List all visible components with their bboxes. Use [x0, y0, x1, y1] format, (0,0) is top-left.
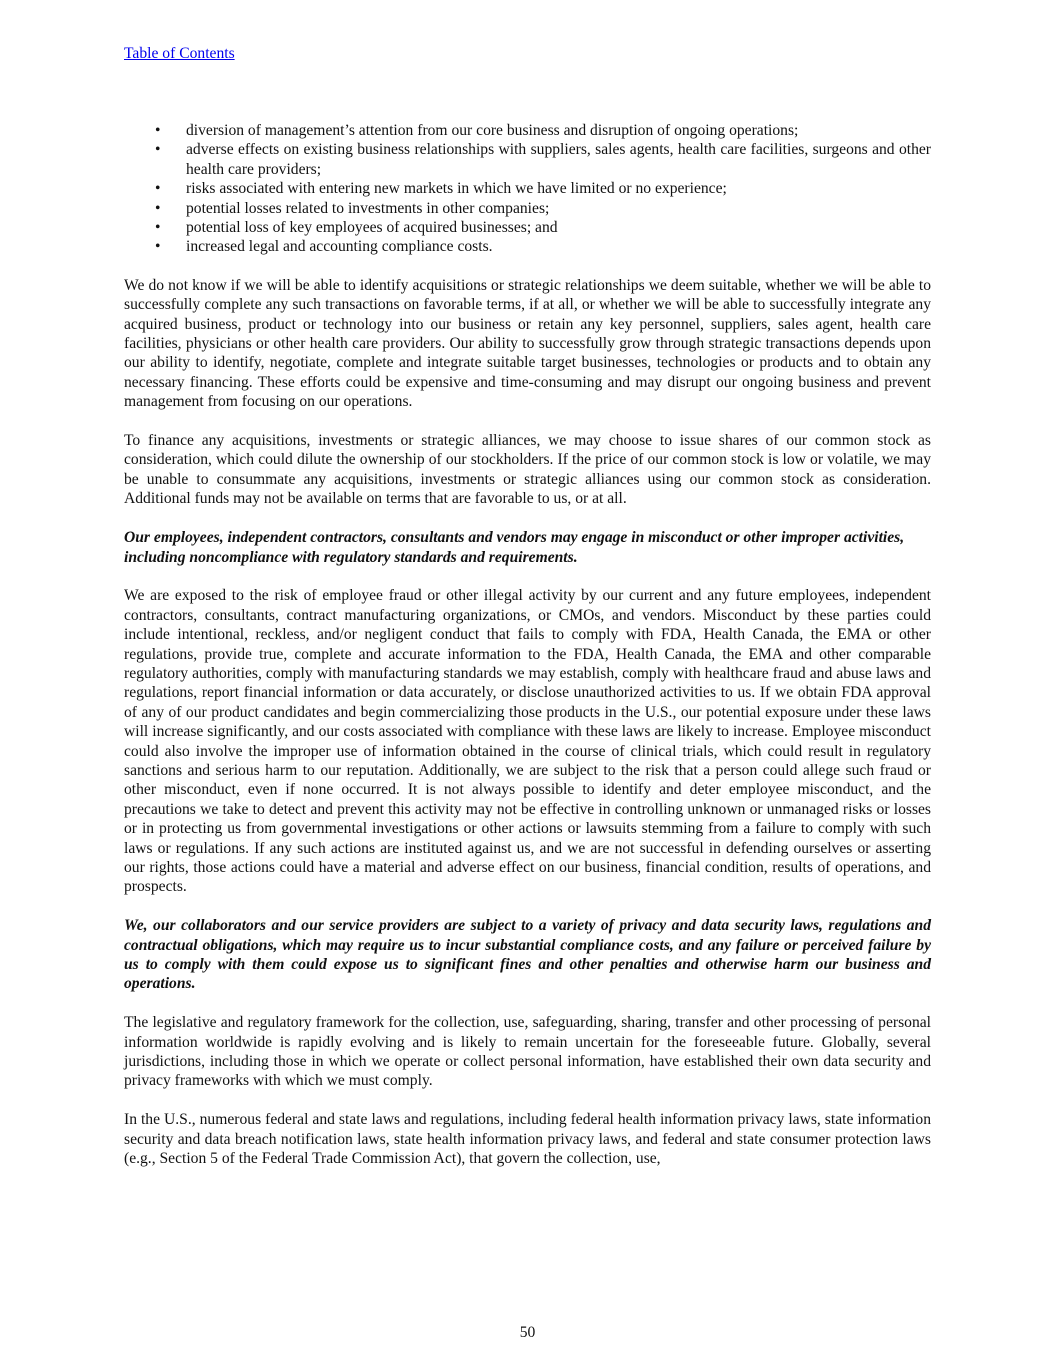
bullet-icon: •	[155, 238, 161, 256]
bullet-icon: •	[155, 199, 161, 217]
list-item: • potential loss of key employees of acquired businesses; and	[155, 219, 558, 237]
page-number: 50	[519, 1324, 536, 1341]
page-body	[124, 121, 931, 1188]
paragraph: We do not know if we will be able to identify acquisitions or strategic relationships we deem suitable, whether we will be able to successfully complete any such transactions on favorable terms, if at all, or whether we will be able to successfully integrate any acquired business, product or technology into our business or retain any key personnel, suppliers, sales agent, health care facilities, physicians or other health care providers. Our ability to successfully grow through strategic transactions depends upon our ability to identify, negotiate, complete and integrate suitable target businesses, technologies or products and to obtain any necessary financing. These efforts could be expensive and time-consuming and may disrupt our ongoing business and prevent management from focusing on our operations.	[124, 276, 931, 411]
bullet-icon: •	[155, 219, 161, 237]
list-item: • risks associated with entering new markets in which we have limited or no experience;	[155, 180, 727, 198]
paragraph: We are exposed to the risk of employee fraud or other illegal activity by our current and any future employees, independent contractors, consultants, contract manufacturing organizations, or CMOs, and vendors. Misconduct by these parties could include intentional, reckless, and/or negligent conduct that fails to comply with FDA, Health Canada, the EMA or other regulations, provide true, complete and accurate information to the FDA, Health Canada, the EMA and other comparable regulatory authorities, comply with manufacturing standards we may establish, comply with healthcare fraud and abuse laws and regulations, report financial information or data accurately, or disclose unauthorized activities to us. If we obtain FDA approval of any of our product candidates and begin commercializing those products in the U.S., our potential exposure under these laws will increase significantly, and our costs associated with compliance with these laws are likely to increase. Employee misconduct could also involve the improper use of information obtained in the course of clinical trials, which could result in regulatory sanctions and serious harm to our reputation. Additionally, we are subject to the risk that a person could allege such fraud or other misconduct, even if none occurred. It is not always possible to identify and deter employee misconduct, and the precautions we take to detect and prevent this activity may not be effective in controlling unknown or unmanaged risks or losses or in protecting us from governmental investigations or other actions or lawsuits stemming from a failure to comply with such laws or regulations. If any such actions are instituted against us, and we are not successful in defending ourselves or asserting our rights, those actions could have a material and adverse effect on our business, financial condition, results of operations, and prospects.	[124, 587, 931, 896]
list-item: • increased legal and accounting compliance costs.	[155, 238, 493, 256]
section-heading: We, our collaborators and our service providers are subject to a variety of privacy and data security laws, regulations and contractual obligations, which may require us to incur substantial compliance costs, and any failure or perceived failure by us to comply with them could expose us to significant fines and other penalties and otherwise harm our business and operations.	[124, 917, 931, 993]
bullet-list	[124, 121, 931, 257]
list-item: • potential losses related to investments in other companies;	[155, 199, 550, 217]
paragraph: The legislative and regulatory framework for the collection, use, safeguarding, sharing, transfer and other processing of personal information worldwide is rapidly evolving and is likely to remain uncertain for the foreseeable future. Globally, several jurisdictions, including those in which we operate or collect personal information, have established their own data security and privacy frameworks with which we must comply.	[124, 1014, 931, 1090]
list-item: • adverse effects on existing business relationships with suppliers, sales agents, health care facilities, surgeons and other health care providers;	[155, 141, 931, 178]
table-of-contents-link[interactable]: Table of Contents	[124, 45, 235, 62]
section-heading: Our employees, independent contractors, consultants and vendors may engage in misconduct or other improper activities, including noncompliance with regulatory standards and requirements.	[124, 529, 905, 566]
paragraph: In the U.S., numerous federal and state laws and regulations, including federal health information privacy laws, state information security and data breach notification laws, state health information privacy laws, and federal and state consumer protection laws (e.g., Section 5 of the Federal Trade Commission Act), that govern the collection, use,	[124, 1111, 931, 1168]
bullet-icon: •	[155, 141, 161, 159]
bullet-icon: •	[155, 180, 161, 198]
bullet-icon: •	[155, 122, 161, 139]
list-item: • diversion of management’s attention from our core business and disruption of ongoing operations;	[155, 122, 799, 139]
paragraph: To finance any acquisitions, investments or strategic alliances, we may choose to issue shares of our common stock as consideration, which could dilute the ownership of our stockholders. If the price of our common stock is low or volatile, we may be unable to consummate any acquisitions, investments or strategic alliances using our common stock as consideration. Additional funds may not be available on terms that are favorable to us, or at all.	[124, 432, 931, 508]
